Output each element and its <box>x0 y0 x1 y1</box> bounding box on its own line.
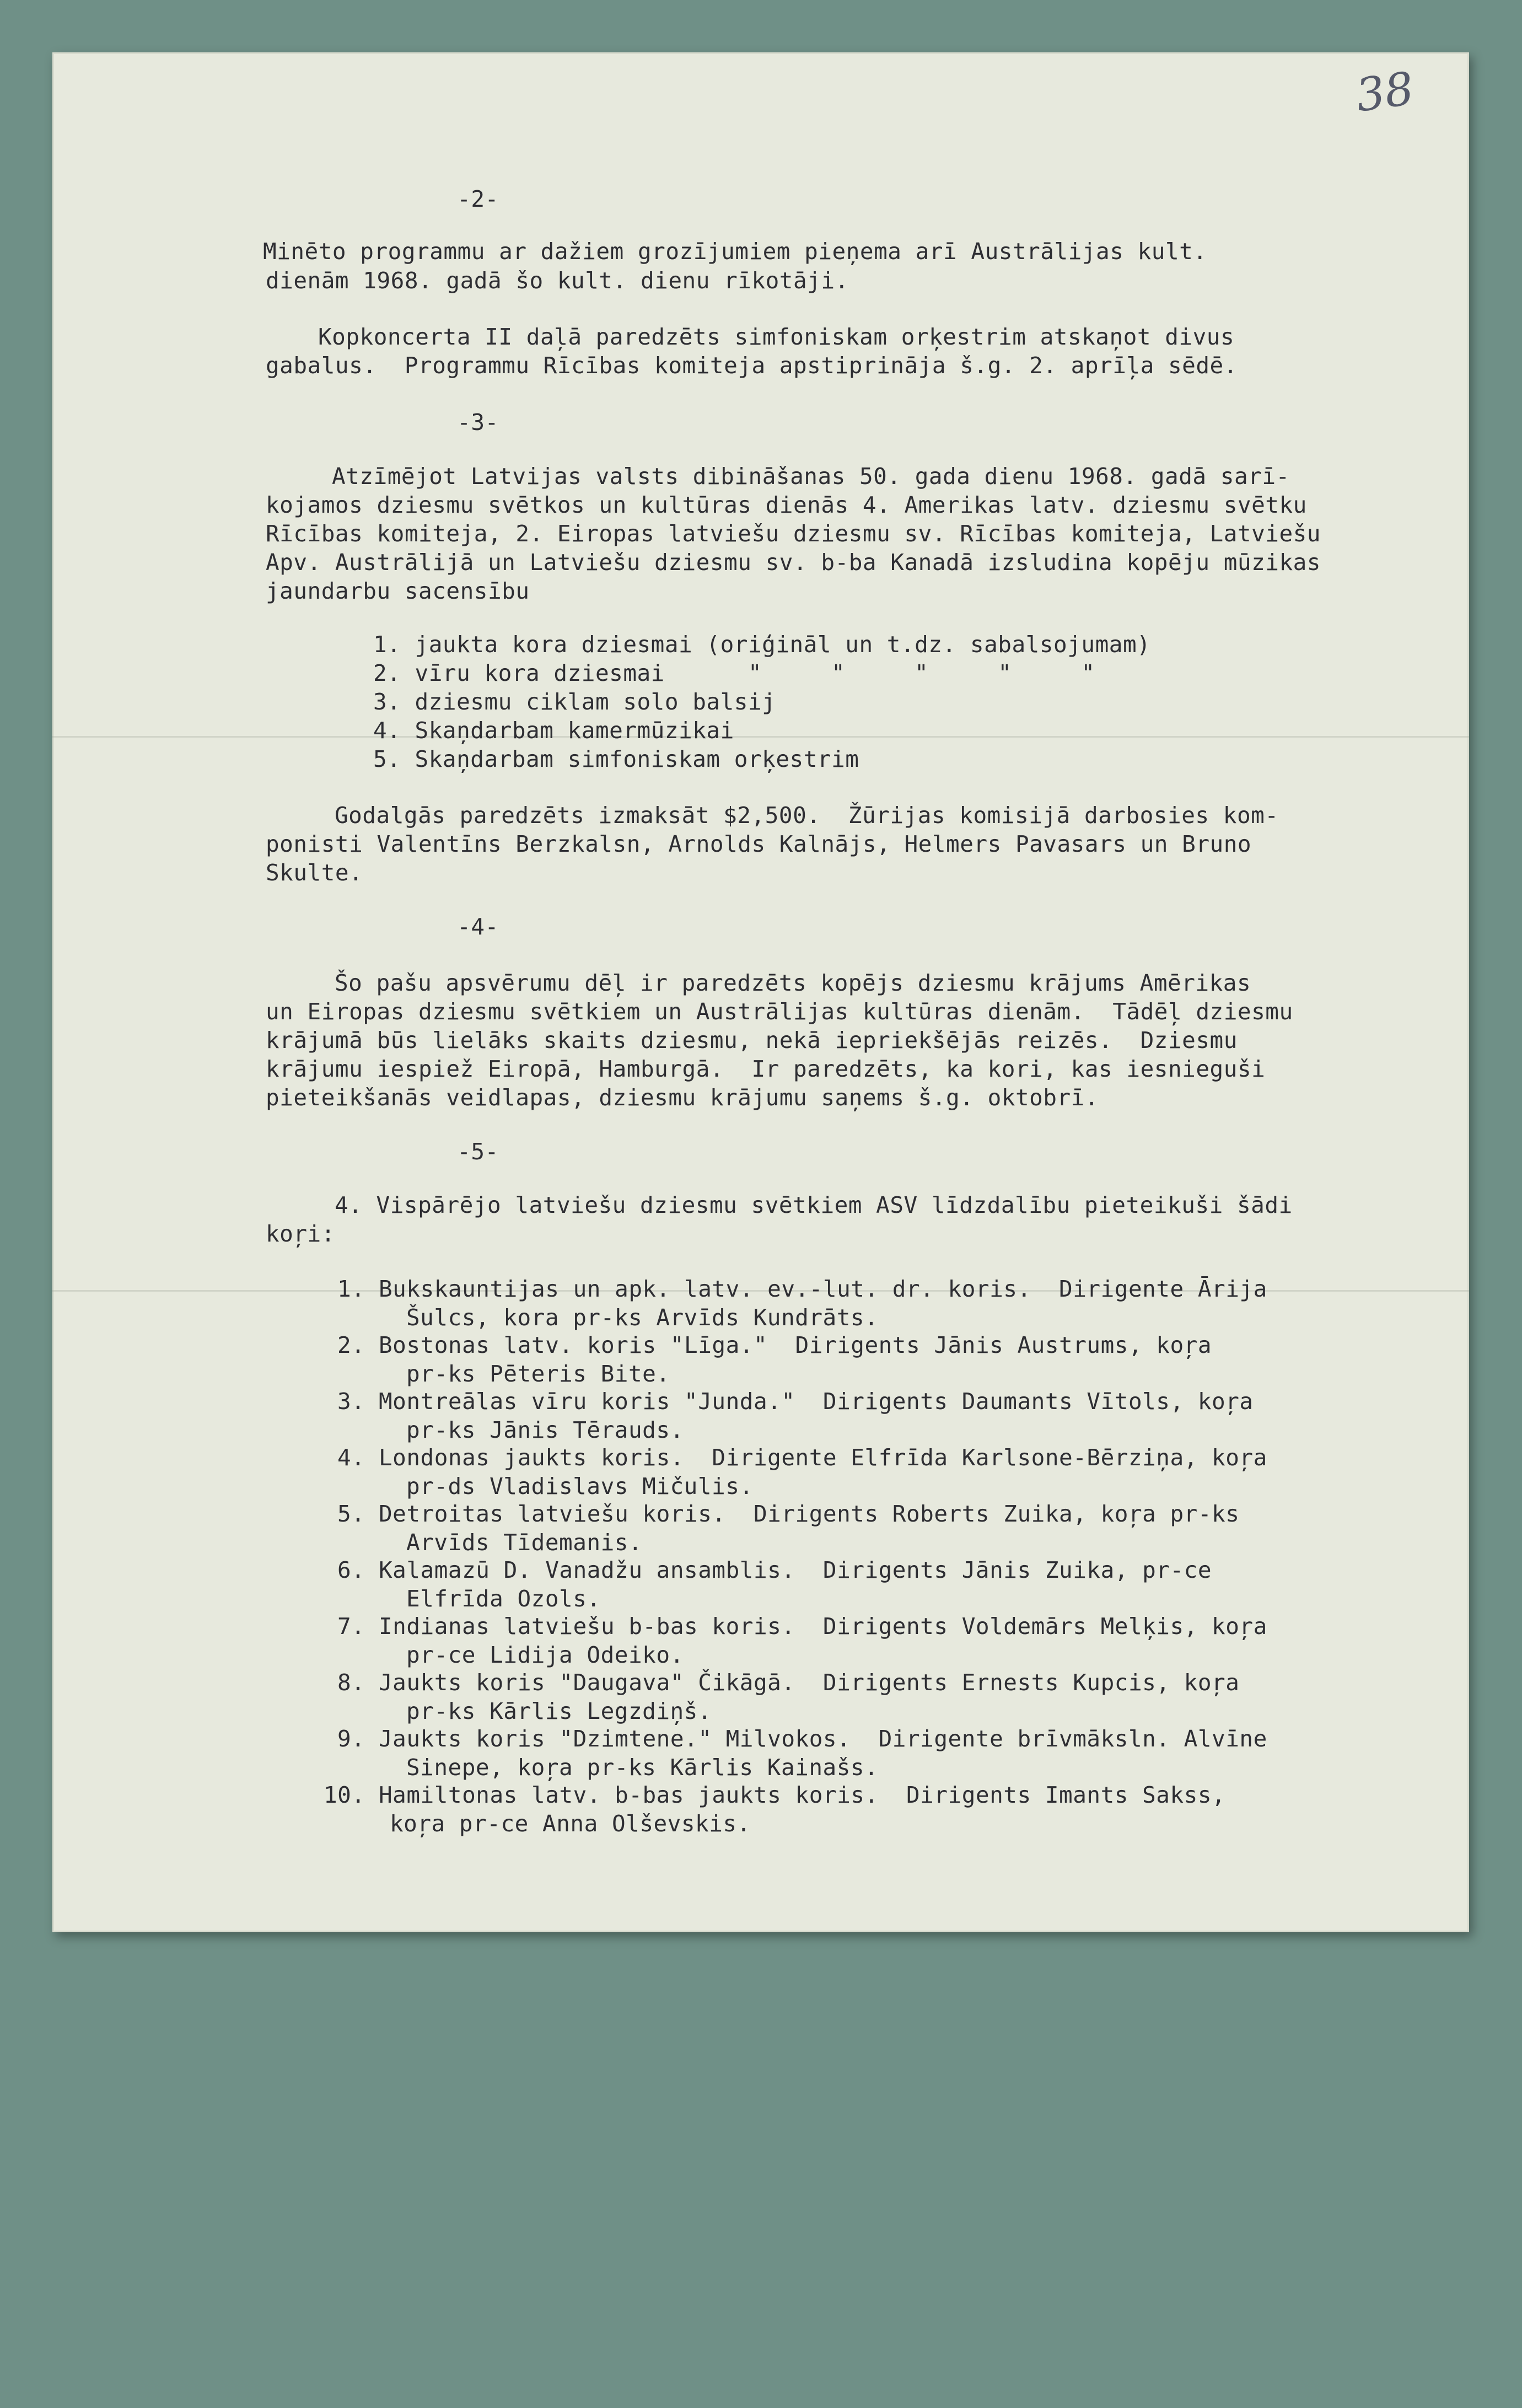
choir-entry-line: Arvīds Tīdemanis. <box>406 1529 643 1556</box>
text-line: jaundarbu sacensību <box>266 578 530 604</box>
choir-number: 4. <box>337 1444 365 1471</box>
choir-entry-line: Jaukts koris "Daugava" Čikāgā. Dirigents Ernests Kupcis, koŗa <box>379 1669 1240 1696</box>
choir-number: 2. <box>337 1332 365 1358</box>
text-line: gabalus. Programmu Rīcības komiteja apstiprināja š.g. 2. aprīļa sēdē. <box>266 352 1238 379</box>
text-line: koŗi: <box>266 1221 335 1247</box>
section-heading-5: -5- <box>457 1138 499 1165</box>
choir-entry-line: Šulcs, kora pr-ks Arvīds Kundrāts. <box>406 1304 879 1331</box>
list-item: 4. Skaņdarbam kamermūzikai <box>373 717 734 744</box>
choir-entry-line: Detroitas latviešu koris. Dirigents Roberts Zuika, koŗa pr-ks <box>379 1501 1240 1527</box>
text-line: Skulte. <box>266 859 363 886</box>
choir-entry-line: Kalamazū D. Vanadžu ansamblis. Dirigents Jānis Zuika, pr-ce <box>379 1557 1212 1583</box>
choir-entry-line: Montreālas vīru koris "Junda." Dirigents Daumants Vītols, koŗa <box>379 1388 1254 1415</box>
text-line: dienām 1968. gadā šo kult. dienu rīkotāji. <box>266 267 849 294</box>
section-heading-4: -4- <box>457 913 499 940</box>
document-body <box>213 0 1360 2408</box>
choir-entry-line: Hamiltonas latv. b-bas jaukts koris. Dirigents Imants Sakss, <box>379 1782 1226 1808</box>
list-item: 5. Skaņdarbam simfoniskam orķestrim <box>373 746 859 772</box>
choir-list <box>213 1204 1360 2379</box>
text-line: Minēto programmu ar dažiem grozījumiem pieņema arī Austrālijas kult. <box>263 238 1207 265</box>
text-line: Godalgās paredzēts izmaksāt $2,500. Žūrijas komisijā darbosies kom- <box>335 802 1279 829</box>
text-line: un Eiropas dziesmu svētkiem un Austrālijas kultūras dienām. Tādēļ dziesmu <box>266 998 1293 1025</box>
list-item: 2. vīru kora dziesmai " " " " " <box>373 660 1095 686</box>
text-line: Apv. Austrālijā un Latviešu dziesmu sv. b-ba Kanadā izsludina kopēju mūzikas <box>266 549 1321 576</box>
choir-number: 9. <box>337 1726 365 1752</box>
choir-entry-line: Bukskauntijas un apk. latv. ev.-lut. dr. koris. Dirigente Ārija <box>379 1276 1267 1302</box>
choir-entry-line: Bostonas latv. koris "Līga." Dirigents Jānis Austrums, koŗa <box>379 1332 1212 1358</box>
choir-entry-line: Jaukts koris "Dzimtene." Milvokos. Dirigente brīvmāksln. Alvīne <box>379 1726 1267 1752</box>
choir-number: 10. <box>324 1782 365 1808</box>
choir-entry-line: pr-ks Pēteris Bite. <box>406 1361 670 1387</box>
choir-number: 1. <box>337 1276 365 1302</box>
choir-number: 7. <box>337 1613 365 1640</box>
text-line: krājumu iespiež Eiropā, Hamburgā. Ir paredzēts, ka kori, kas iesnieguši <box>266 1056 1266 1082</box>
choir-entry-line: Sinepe, koŗa pr-ks Kārlis Kainašs. <box>406 1754 879 1781</box>
text-line: Šo pašu apsvērumu dēļ ir paredzēts kopējs dziesmu krājums Amērikas <box>335 970 1251 996</box>
text-line: krājumā būs lielāks skaits dziesmu, nekā iepriekšējās reizēs. Dziesmu <box>266 1027 1238 1054</box>
text-line: ponisti Valentīns Berzkalsn, Arnolds Kalnājs, Helmers Pavasars un Bruno <box>266 831 1252 857</box>
list-item: 1. jaukta kora dziesmai (oriģināl un t.dz. sabalsojumam) <box>373 631 1151 658</box>
choir-number: 3. <box>337 1388 365 1415</box>
text-line: kojamos dziesmu svētkos un kultūras dienās 4. Amerikas latv. dziesmu svētku <box>266 492 1307 518</box>
text-line: pieteikšanās veidlapas, dziesmu krājumu saņems š.g. oktobrī. <box>266 1084 1099 1111</box>
list-item: 3. dziesmu ciklam solo balsij <box>373 689 776 715</box>
section-heading-3: -3- <box>457 409 499 436</box>
choir-entry-line: pr-ds Vladislavs Mičulis. <box>406 1473 754 1499</box>
choir-entry-line: pr-ks Jānis Tērauds. <box>406 1417 684 1443</box>
choir-entry-line: Indianas latviešu b-bas koris. Dirigents Voldemārs Melķis, koŗa <box>379 1613 1267 1640</box>
choir-number: 5. <box>337 1501 365 1527</box>
choir-number: 8. <box>337 1669 365 1696</box>
choir-entry-line: pr-ks Kārlis Legzdiņš. <box>406 1698 712 1724</box>
text-line: 4. Vispārējo latviešu dziesmu svētkiem ASV līdzdalību pieteikuši šādi <box>335 1192 1293 1218</box>
text-line: Atzīmējot Latvijas valsts dibināšanas 50. gada dienu 1968. gadā sarī- <box>332 463 1290 490</box>
section-heading-2: -2- <box>457 186 499 212</box>
handwritten-page-number: 38 <box>1352 62 1417 122</box>
text-line: Rīcības komiteja, 2. Eiropas latviešu dziesmu sv. Rīcības komiteja, Latviešu <box>266 520 1321 547</box>
choir-entry-line: Elfrīda Ozols. <box>406 1585 601 1612</box>
text-line: Kopkoncerta II daļā paredzēts simfoniskam orķestrim atskaņot divus <box>318 324 1235 350</box>
choir-entry-line: pr-ce Lidija Odeiko. <box>406 1642 684 1668</box>
choir-entry-line: koŗa pr-ce Anna Olševskis. <box>390 1810 751 1837</box>
choir-number: 6. <box>337 1557 365 1583</box>
choir-entry-line: Londonas jaukts koris. Dirigente Elfrīda Karlsone-Bērziņa, koŗa <box>379 1444 1267 1471</box>
